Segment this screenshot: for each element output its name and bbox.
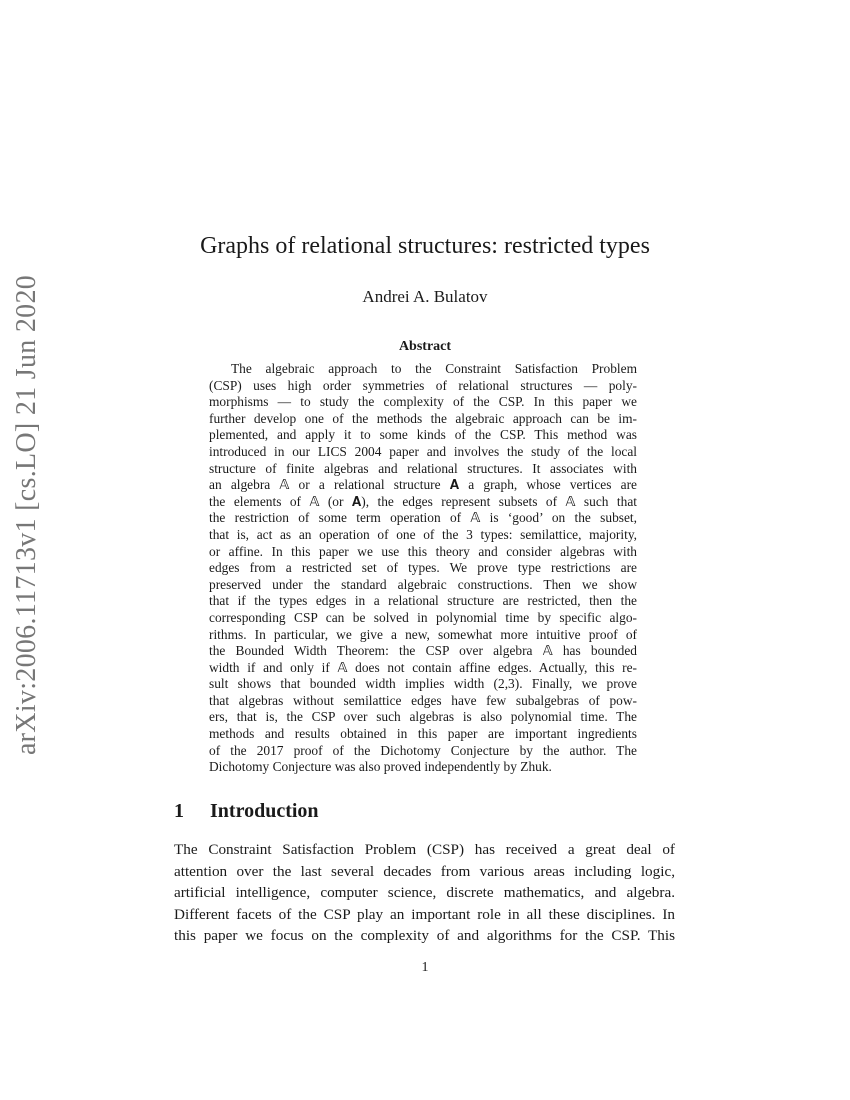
abstract-line: edges from a restricted set of types. We prove type restrictions are — [209, 560, 637, 576]
abstract-heading: Abstract — [398, 339, 452, 354]
paper-author: Andrei A. Bulatov — [362, 287, 488, 306]
abstract-line: corresponding CSP can be solved in polynomial time by specific algo- — [209, 609, 637, 625]
abstract-line: width if and only if 𝔸 does not contain affine edges. Actually, this re- — [209, 659, 637, 675]
abstract-line: (CSP) uses high order symmetries of relational structures — poly- — [209, 377, 637, 393]
introduction-line: artificial intelligence, computer science, discrete mathematics, and algebra. — [174, 884, 675, 902]
abstract-line: ers, that is, the CSP over such algebras is also polynomial time. The — [209, 709, 637, 725]
section-title: Introduction — [210, 800, 319, 822]
abstract-line: sult shows that bounded width implies width (2,3). Finally, we prove — [209, 676, 637, 692]
abstract-line: the Bounded Width Theorem: the CSP over algebra 𝔸 has bounded — [209, 643, 637, 659]
page-number: 1 — [421, 960, 429, 975]
abstract-line: Dichotomy Conjecture was also proved independently by Zhuk. — [209, 759, 552, 775]
abstract-line: rithms. In particular, we give a new, somewhat more intuitive proof of — [209, 626, 637, 642]
introduction-line: attention over the last several decades from various areas including logic, — [174, 862, 675, 880]
section-number: 1 — [174, 800, 184, 822]
introduction-line: this paper we focus on the complexity of and algorithms for the CSP. This — [174, 927, 675, 945]
introduction-line: Different facets of the CSP play an important role in all these disciplines. In — [174, 905, 675, 923]
introduction-line: The Constraint Satisfaction Problem (CSP) has received a great deal of — [174, 841, 675, 858]
paper-title: Graphs of relational structures: restricted types — [200, 233, 650, 259]
introduction-body — [174, 839, 675, 947]
abstract-line: an algebra 𝔸 or a relational structure 𝐀 a graph, whose vertices are — [209, 477, 637, 493]
abstract-body — [209, 361, 637, 776]
abstract-line: The algebraic approach to the Constraint Satisfaction Problem — [231, 361, 637, 376]
arxiv-identifier-text: arXiv:2006.11713v1 [cs.LO] 21 Jun 2020 — [11, 274, 42, 756]
abstract-line: plemented, and apply it to some kinds of the CSP. This method was — [209, 427, 637, 443]
abstract-line: that is, act as an operation of one of the 3 types: semilattice, majority, — [209, 526, 637, 542]
abstract-line: the elements of 𝔸 (or 𝐀), the edges represent subsets of 𝔸 such that — [209, 493, 637, 509]
abstract-line: of the 2017 proof of the Dichotomy Conjecture by the author. The — [209, 742, 637, 758]
abstract-line: methods and results obtained in this paper are important ingredients — [209, 726, 637, 742]
abstract-line: morphisms — to study the complexity of the CSP. In this paper we — [209, 394, 637, 410]
abstract-line: structure of finite algebras and relational structures. It associates with — [209, 460, 637, 476]
abstract-line: or affine. In this paper we use this theory and consider algebras with — [209, 543, 637, 559]
abstract-line: preserved under the standard algebraic constructions. Then we show — [209, 576, 637, 592]
abstract-line: that algebras without semilattice edges have few subalgebras of pow- — [209, 692, 637, 708]
abstract-line: further develop one of the methods the algebraic approach can be im- — [209, 410, 637, 426]
abstract-line: that if the types edges in a relational structure are restricted, then the — [209, 593, 637, 609]
abstract-line: introduced in our LICS 2004 paper and involves the study of the local — [209, 443, 637, 459]
abstract-line: the restriction of some term operation of 𝔸 is ‘good’ on the subset, — [209, 510, 637, 526]
section-heading — [174, 800, 319, 823]
